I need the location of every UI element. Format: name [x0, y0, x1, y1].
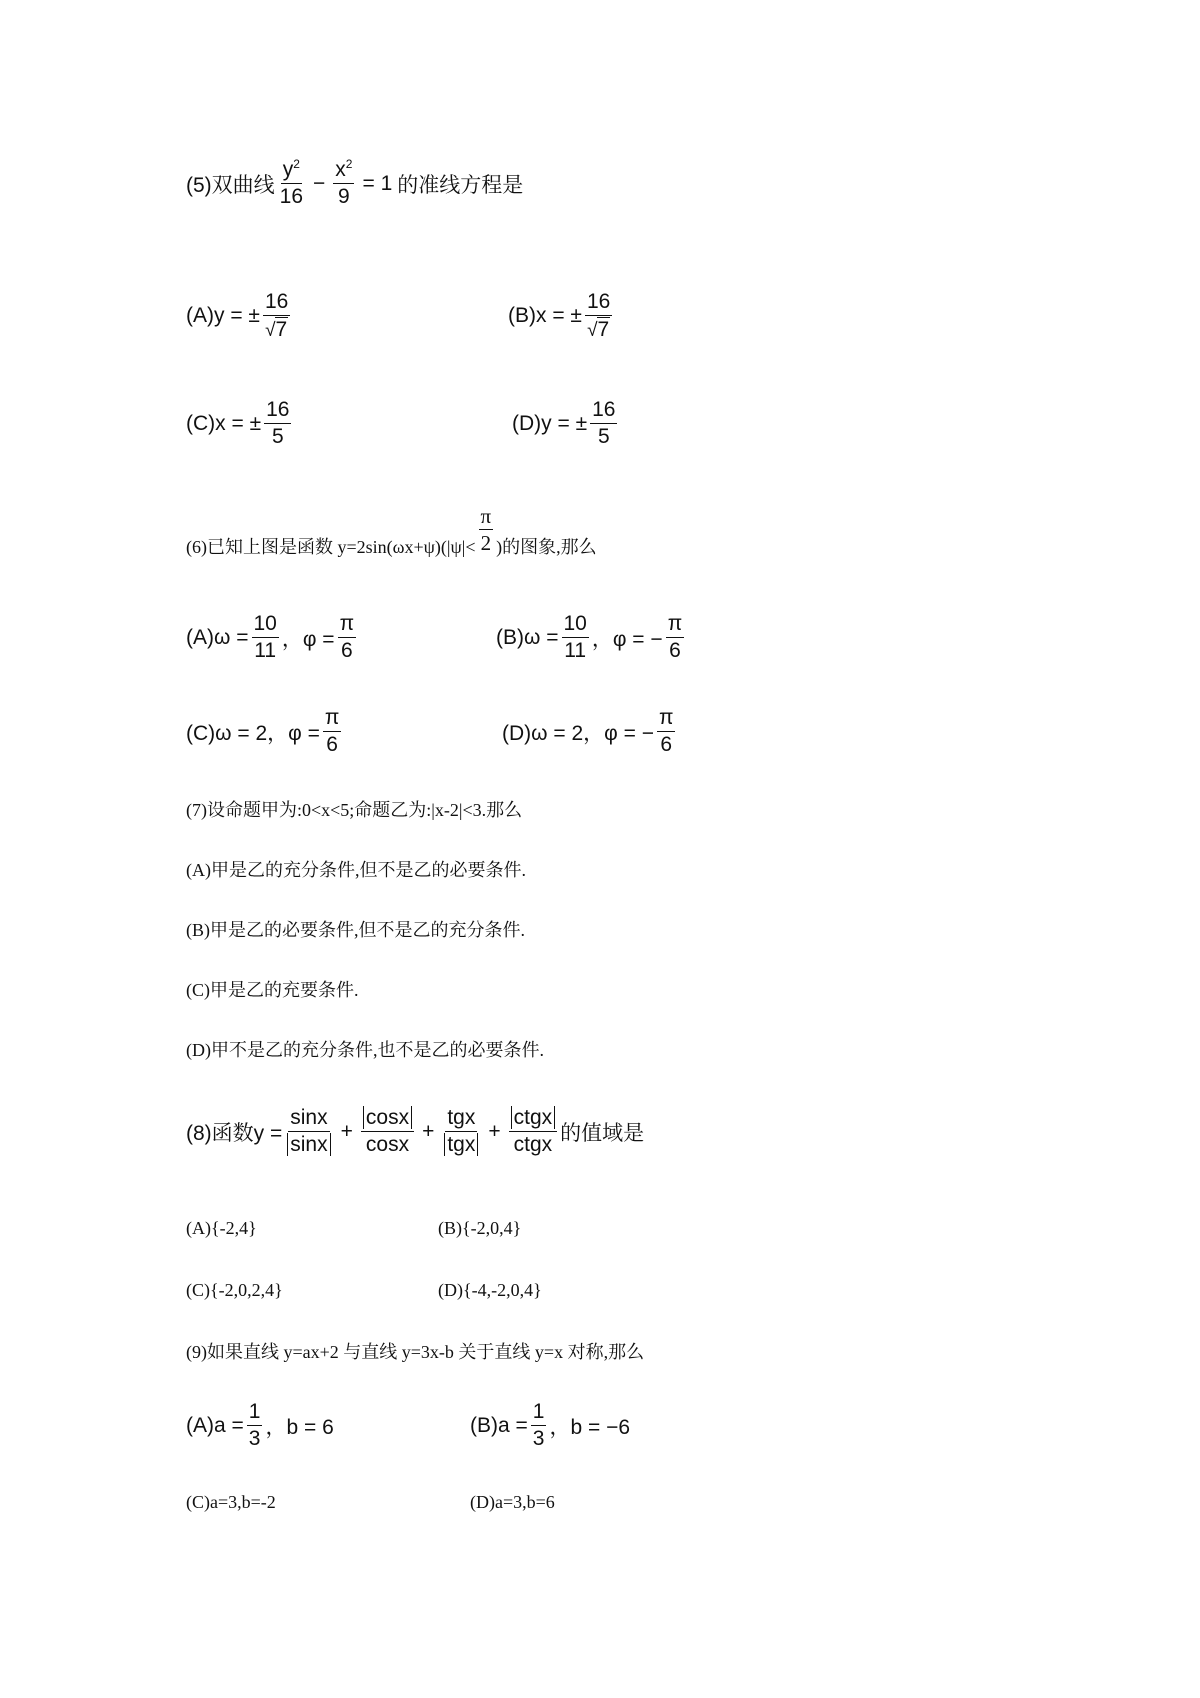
- q7-option-b: (B)甲是乙的必要条件,但不是乙的充分条件.: [186, 920, 525, 940]
- q7-option-c: (C)甲是乙的充要条件.: [186, 980, 359, 1000]
- q5-option-c: (C)x = ± $\frac{16}{5}$: [186, 398, 290, 449]
- q5-option-a: (A)y = ± 16 √ 7: [186, 290, 289, 342]
- q8-option-b: (B){-2,0,4}: [438, 1218, 522, 1238]
- q9-option-a: (A)a = $\frac{1}{3}$ ，b = 6: [186, 1400, 334, 1451]
- q5-suffix: 的准线方程是: [397, 173, 524, 197]
- q9-option-c: (C)a=3,b=-2: [186, 1492, 276, 1512]
- q5-option-b: (B)x = ± 16 √ 7: [508, 290, 611, 342]
- q5-stem: (5)双曲线 $\frac{y^2}{16}$ − $\frac{x^2}{9}$ = 1 的准线方程是: [186, 157, 524, 209]
- q8-stem: (8)函数y = $\frac{\sin x}{\sin x}$ + $\frac{\cos x}{\cos x}$ + $\frac{\text{tgx}}{\text{tgx}}$ + $\frac{\text{ctgx}}{\text{ctgx}}$ 的值域是: [186, 1106, 645, 1157]
- q5-option-d: (D)y = ± $\frac{16}{5}$: [512, 398, 616, 449]
- q6-pi-over-2: $\frac{\pi}{2}$: [480, 504, 492, 556]
- q8-term2-fraction: $\frac{\cos x}{\cos x}$: [361, 1106, 414, 1157]
- q5-term1-fraction: $\frac{y^2}{16}$: [279, 157, 304, 209]
- q7-stem: (7)设命题甲为:0<x<5;命题乙为:|x-2|<3.那么: [186, 800, 523, 820]
- q8-term4-fraction: $\frac{\text{ctgx}}{\text{ctgx}}$: [509, 1106, 558, 1157]
- q9-option-b: (B)a = $\frac{1}{3}$ ，b = −6: [470, 1400, 631, 1451]
- q8-term3-fraction: $\frac{\text{tgx}}{\text{tgx}}$: [442, 1106, 480, 1157]
- q6-option-d: (D)ω = 2，φ = − $\frac{\pi}{6}$: [502, 706, 674, 757]
- q7-option-a: (A)甲是乙的充分条件,但不是乙的必要条件.: [186, 860, 526, 880]
- q5-prefix: (5)双曲线: [186, 173, 275, 197]
- q6-option-b: (B)ω = $\frac{10}{11}$ ，φ = − $\frac{\pi}{6}$: [496, 612, 683, 663]
- sqrt-sign: √ 7: [265, 318, 288, 342]
- q6-stem: (6)已知上图是函数 y=2sin(ωx+ψ)(|ψ|< $\frac{\pi}{2}$ )的图象,那么: [186, 504, 597, 558]
- q7-option-d: (D)甲不是乙的充分条件,也不是乙的必要条件.: [186, 1040, 544, 1060]
- q6-option-c: (C)ω = 2，φ = $\frac{\pi}{6}$: [186, 706, 340, 757]
- q8-option-a: (A){-2,4}: [186, 1218, 257, 1238]
- q8-option-d: (D){-4,-2,0,4}: [438, 1280, 542, 1300]
- q8-term1-fraction: $\frac{\sin x}{\sin x}$: [285, 1106, 332, 1157]
- sqrt-sign: √ 7: [587, 318, 610, 342]
- q9-option-d: (D)a=3,b=6: [470, 1492, 555, 1512]
- q5-term2-fraction: $\frac{x^2}{9}$: [335, 157, 353, 209]
- q9-stem: (9)如果直线 y=ax+2 与直线 y=3x-b 关于直线 y=x 对称,那么: [186, 1342, 645, 1362]
- q6-option-a: (A)ω = $\frac{10}{11}$ ，φ = $\frac{\pi}{6}$: [186, 612, 355, 663]
- q8-option-c: (C){-2,0,2,4}: [186, 1280, 283, 1300]
